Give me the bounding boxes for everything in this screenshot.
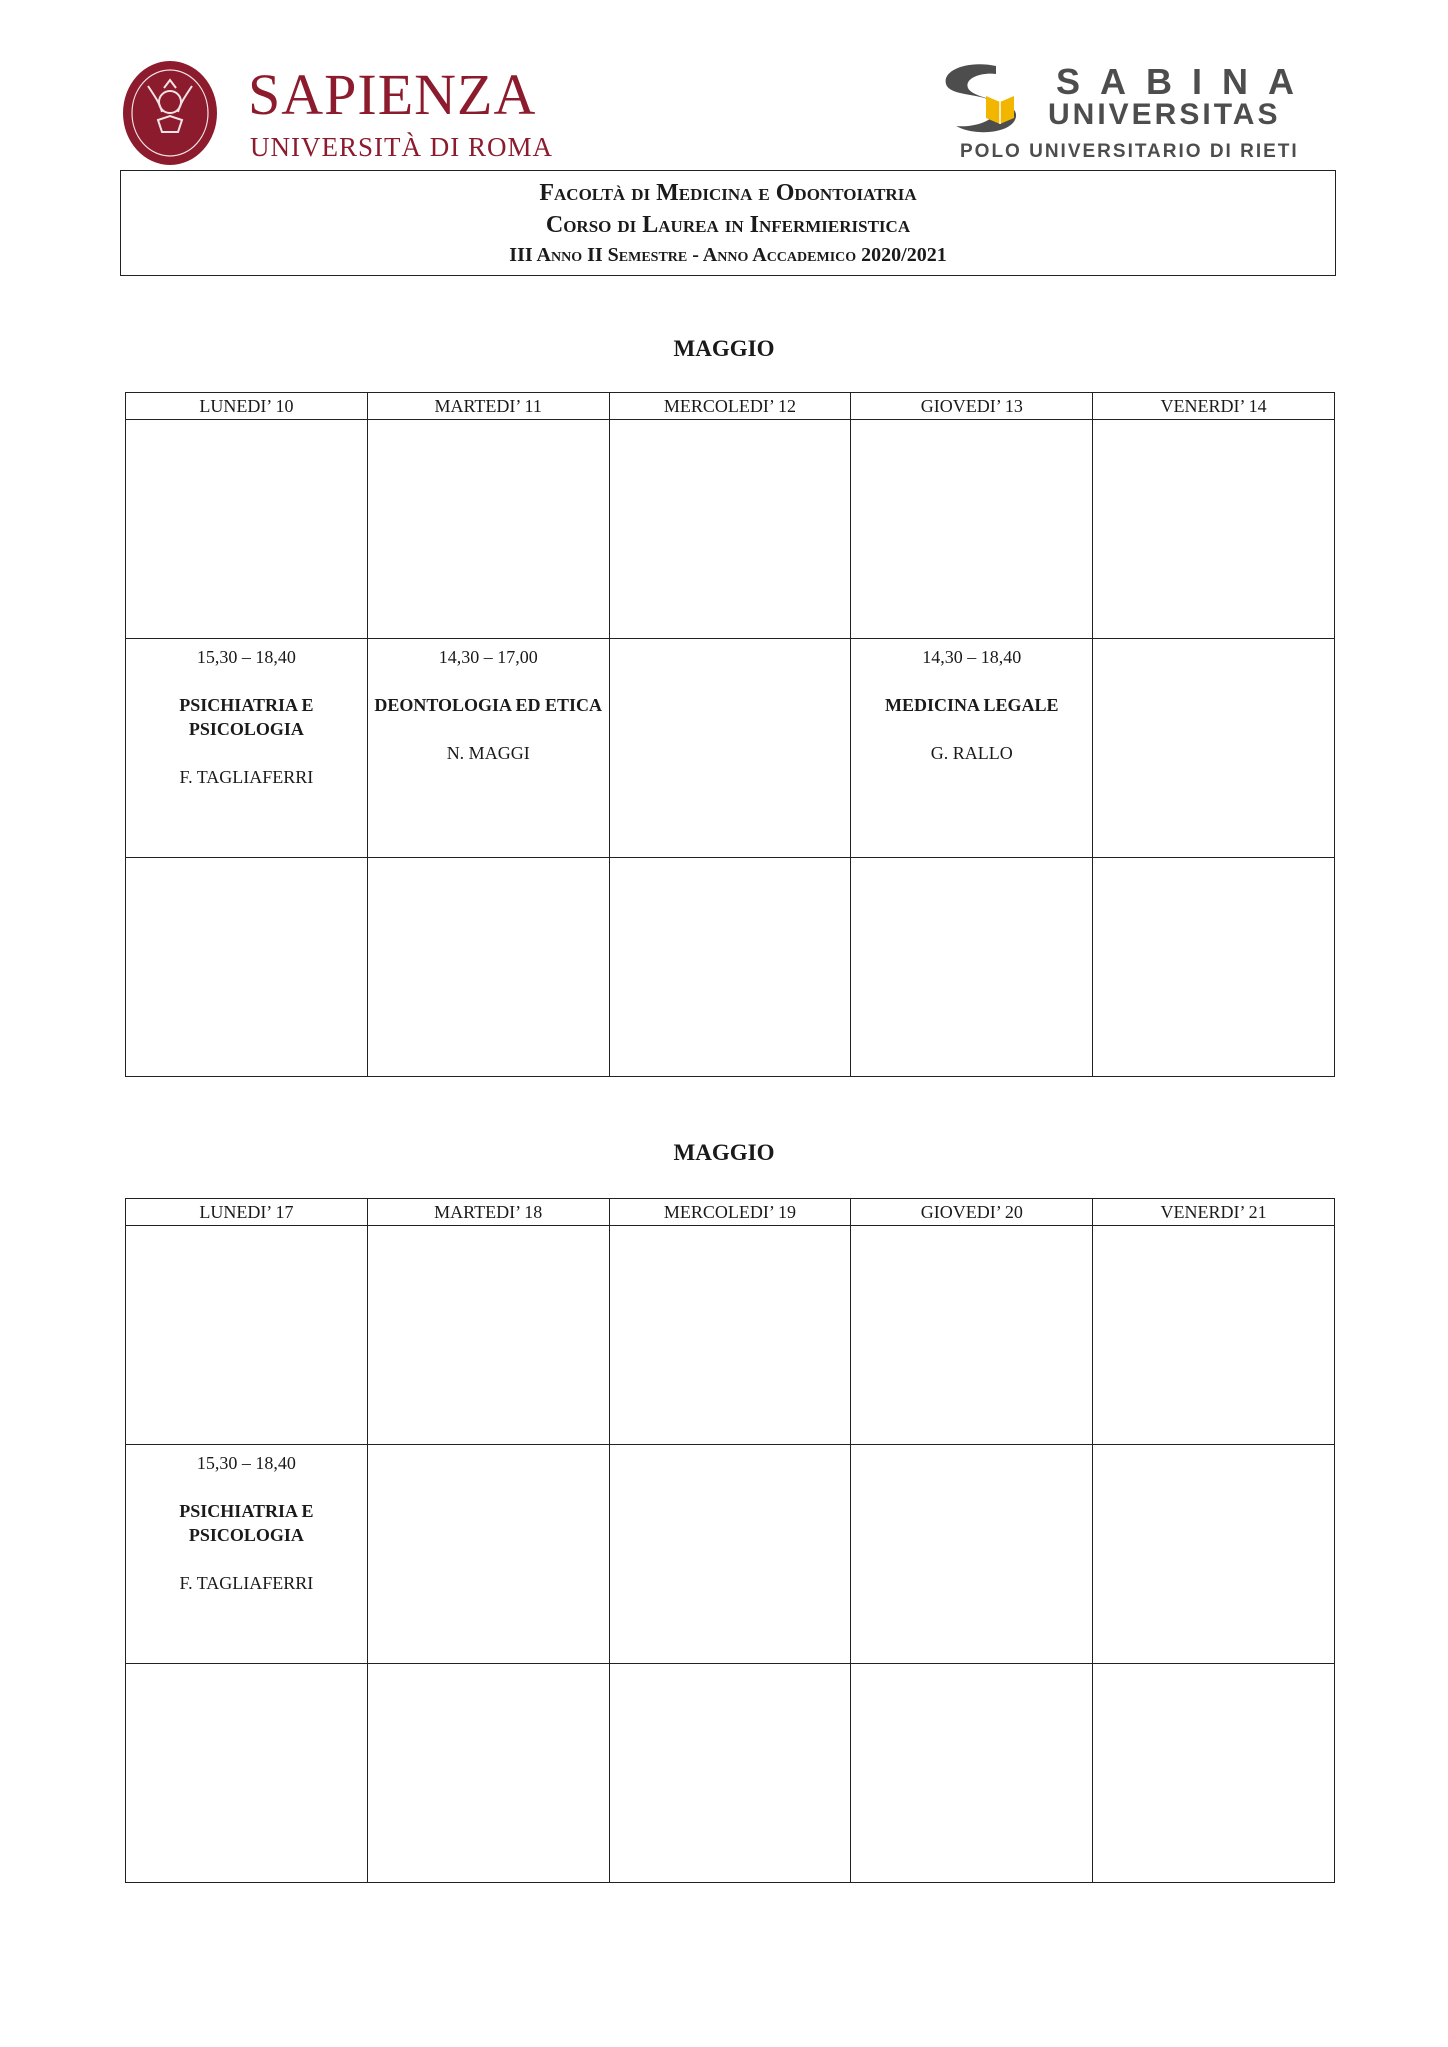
slot-cell	[367, 1664, 609, 1883]
day-header-row	[126, 1199, 1335, 1226]
slot-cell	[367, 1445, 609, 1664]
lesson-teacher: F. TAGLIAFERRI	[179, 767, 314, 787]
day-header: LUNEDI’ 17	[126, 1199, 368, 1226]
sabina-book-icon	[938, 58, 1058, 138]
slot-cell	[126, 1664, 368, 1883]
slot-cell	[1093, 1664, 1335, 1883]
slot-cell	[367, 420, 609, 639]
slot-cell	[1093, 420, 1335, 639]
sapienza-wordmark: SAPIENZA	[248, 62, 537, 127]
month-title-week-1: MAGGIO	[673, 336, 775, 361]
slot-row	[126, 1226, 1335, 1445]
slot-cell	[609, 858, 851, 1077]
slot-cell	[1093, 639, 1335, 858]
lesson-time: 14,30 – 17,00	[438, 647, 538, 667]
day-header: GIOVEDI’ 13	[851, 393, 1093, 420]
day-header: MARTEDI’ 18	[367, 1199, 609, 1226]
sabina-universitas: UNIVERSITAS	[1048, 98, 1281, 131]
slot-cell	[126, 420, 368, 639]
sapienza-seal-icon	[120, 58, 220, 168]
lesson-teacher: N. MAGGI	[446, 743, 530, 763]
slot-cell	[1093, 1445, 1335, 1664]
slot-cell	[851, 1664, 1093, 1883]
slot-cell	[851, 639, 1093, 858]
slot-row	[126, 1664, 1335, 1883]
lesson-time: 14,30 – 18,40	[922, 647, 1022, 667]
sapienza-logo	[120, 56, 553, 176]
sabina-polo: POLO UNIVERSITARIO DI RIETI	[960, 141, 1299, 162]
day-header: MERCOLEDI’ 19	[609, 1199, 851, 1226]
slot-cell	[367, 639, 609, 858]
academic-year: III Anno II Semestre - Anno Accademico 2020/2021	[509, 244, 947, 266]
day-header: GIOVEDI’ 20	[851, 1199, 1093, 1226]
slot-cell	[851, 1445, 1093, 1664]
slot-cell	[367, 858, 609, 1077]
sabina-logo	[938, 56, 1315, 171]
course-title: Corso di Laurea in Infermieristica	[545, 212, 911, 238]
lesson-time: 15,30 – 18,40	[196, 647, 296, 667]
slot-cell	[126, 858, 368, 1077]
sapienza-subtitle: UNIVERSITÀ DI ROMA	[250, 132, 553, 162]
lesson-teacher: G. RALLO	[930, 743, 1013, 763]
lesson-time: 15,30 – 18,40	[196, 1453, 296, 1473]
day-header: MARTEDI’ 11	[367, 393, 609, 420]
faculty-title: Facoltà di Medicina e Odontoiatria	[539, 180, 917, 206]
slot-cell	[367, 1226, 609, 1445]
lesson-course: PSICHIATRIA E PSICOLOGIA	[179, 695, 314, 739]
lesson-teacher: F. TAGLIAFERRI	[179, 1573, 314, 1593]
slot-cell	[609, 420, 851, 639]
slot-cell	[1093, 1226, 1335, 1445]
slot-cell	[1093, 858, 1335, 1077]
month-title-week-2: MAGGIO	[673, 1140, 775, 1165]
slot-cell	[851, 420, 1093, 639]
slot-row	[126, 420, 1335, 639]
slot-row	[126, 639, 1335, 858]
header-box	[120, 170, 1336, 276]
day-header: MERCOLEDI’ 12	[609, 393, 851, 420]
slot-cell	[851, 1226, 1093, 1445]
slot-cell	[609, 1664, 851, 1883]
slot-cell	[609, 1226, 851, 1445]
sabina-wordmark: SABINA	[1056, 61, 1315, 102]
day-header: VENERDI’ 14	[1093, 393, 1335, 420]
schedule-table-week-1	[125, 392, 1335, 1077]
day-header-row	[126, 393, 1335, 420]
day-header: LUNEDI’ 10	[126, 393, 368, 420]
lesson-course: PSICHIATRIA E PSICOLOGIA	[179, 1501, 314, 1545]
slot-cell	[609, 639, 851, 858]
slot-cell	[609, 1445, 851, 1664]
slot-row	[126, 858, 1335, 1077]
slot-cell	[126, 1445, 368, 1664]
schedule-table-week-2	[125, 1198, 1335, 1883]
day-header: VENERDI’ 21	[1093, 1199, 1335, 1226]
slot-row	[126, 1445, 1335, 1664]
slot-cell	[126, 639, 368, 858]
slot-cell	[126, 1226, 368, 1445]
slot-cell	[851, 858, 1093, 1077]
lesson-course: DEONTOLOGIA ED ETICA	[374, 695, 603, 715]
lesson-course: MEDICINA LEGALE	[885, 695, 1059, 715]
